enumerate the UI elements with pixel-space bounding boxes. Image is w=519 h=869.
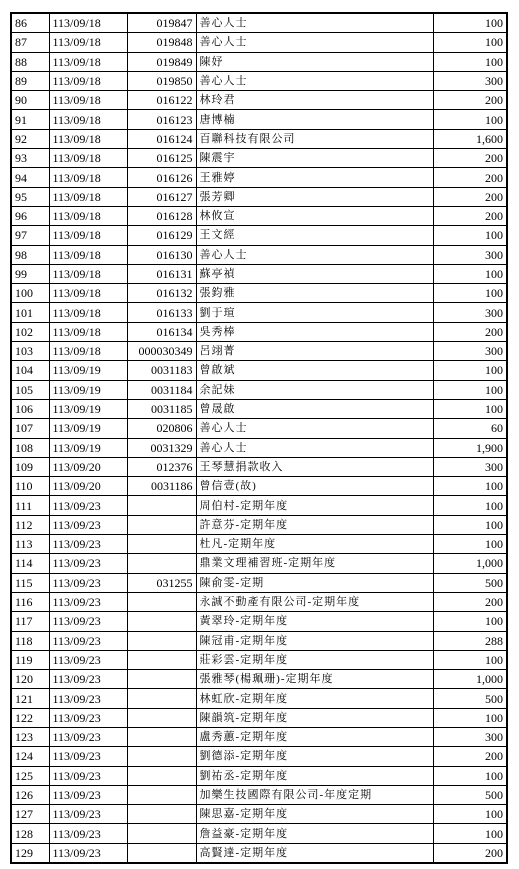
donation-amount: 1,000 [433, 554, 507, 573]
donation-amount: 300 [433, 457, 507, 476]
receipt-number: 019850 [127, 71, 196, 90]
receipt-number [127, 689, 196, 708]
donor-name: 許意芬-定期年度 [196, 515, 433, 534]
receipt-number: 016133 [127, 303, 196, 322]
table-row [11, 303, 507, 322]
row-number: 108 [11, 438, 49, 457]
donation-date: 113/09/19 [49, 438, 127, 457]
donor-name: 王文經 [196, 226, 433, 245]
donor-name: 加樂生技國際有限公司-年度定期 [196, 785, 433, 804]
row-number: 102 [11, 322, 49, 341]
row-number: 120 [11, 670, 49, 689]
receipt-number: 016126 [127, 168, 196, 187]
receipt-number: 016124 [127, 129, 196, 148]
donor-name: 劉德添-定期年度 [196, 747, 433, 766]
receipt-number [127, 766, 196, 785]
donation-date: 113/09/18 [49, 226, 127, 245]
table-row [11, 670, 507, 689]
donor-name: 善心人士 [196, 419, 433, 438]
donation-date: 113/09/23 [49, 592, 127, 611]
donation-amount: 1,900 [433, 438, 507, 457]
donation-date: 113/09/23 [49, 496, 127, 515]
table-row [11, 110, 507, 129]
row-number: 104 [11, 361, 49, 380]
donor-name: 高賢達-定期年度 [196, 843, 433, 863]
donation-date: 113/09/23 [49, 650, 127, 669]
table-row [11, 71, 507, 90]
table-row [11, 573, 507, 592]
table-row [11, 33, 507, 52]
donation-amount: 100 [433, 33, 507, 52]
donation-amount: 200 [433, 91, 507, 110]
receipt-number [127, 670, 196, 689]
row-number: 93 [11, 149, 49, 168]
row-number: 103 [11, 342, 49, 361]
donation-date: 113/09/23 [49, 612, 127, 631]
donation-amount: 200 [433, 592, 507, 611]
receipt-number [127, 708, 196, 727]
row-number: 106 [11, 399, 49, 418]
receipt-number: 016122 [127, 91, 196, 110]
receipt-number [127, 631, 196, 650]
receipt-number: 016127 [127, 187, 196, 206]
donation-amount: 1,600 [433, 129, 507, 148]
donation-date: 113/09/18 [49, 33, 127, 52]
donation-amount: 200 [433, 168, 507, 187]
table-row [11, 843, 507, 863]
donor-name: 張鈞雅 [196, 284, 433, 303]
table-row [11, 187, 507, 206]
donor-name: 杜凡-定期年度 [196, 535, 433, 554]
donor-name: 林玲君 [196, 91, 433, 110]
donor-name: 蘇亭禎 [196, 264, 433, 283]
donor-name: 劉于瑄 [196, 303, 433, 322]
donation-date: 113/09/18 [49, 342, 127, 361]
table-row [11, 245, 507, 264]
receipt-number [127, 496, 196, 515]
donation-amount: 100 [433, 650, 507, 669]
donation-amount: 300 [433, 727, 507, 746]
receipt-number: 019849 [127, 52, 196, 71]
receipt-number: 016130 [127, 245, 196, 264]
donor-name: 張雅琴(楊珮珊)-定期年度 [196, 670, 433, 689]
row-number: 129 [11, 843, 49, 863]
table-row [11, 515, 507, 534]
receipt-number [127, 592, 196, 611]
table-row [11, 438, 507, 457]
table-row [11, 650, 507, 669]
table-row [11, 747, 507, 766]
donor-name: 吳秀棒 [196, 322, 433, 341]
row-number: 123 [11, 727, 49, 746]
row-number: 115 [11, 573, 49, 592]
table-row [11, 457, 507, 476]
donation-date: 113/09/23 [49, 708, 127, 727]
table-row [11, 226, 507, 245]
table-row [11, 129, 507, 148]
receipt-number: 0031185 [127, 399, 196, 418]
row-number: 117 [11, 612, 49, 631]
donation-amount: 300 [433, 71, 507, 90]
donation-date: 113/09/18 [49, 71, 127, 90]
table-row [11, 631, 507, 650]
donation-date: 113/09/18 [49, 245, 127, 264]
donor-name: 陳冠甫-定期年度 [196, 631, 433, 650]
donation-date: 113/09/23 [49, 573, 127, 592]
donation-amount: 288 [433, 631, 507, 650]
row-number: 97 [11, 226, 49, 245]
donation-amount: 200 [433, 149, 507, 168]
donation-date: 113/09/19 [49, 380, 127, 399]
row-number: 119 [11, 650, 49, 669]
donor-name: 曾啟斌 [196, 361, 433, 380]
donor-name: 善心人士 [196, 71, 433, 90]
donation-date: 113/09/18 [49, 322, 127, 341]
donor-name: 王琴慧捐款收入 [196, 457, 433, 476]
table-row [11, 168, 507, 187]
donation-amount: 100 [433, 766, 507, 785]
row-number: 116 [11, 592, 49, 611]
donation-date: 113/09/18 [49, 110, 127, 129]
receipt-number [127, 785, 196, 804]
donation-table [10, 12, 508, 864]
receipt-number: 0031184 [127, 380, 196, 399]
donation-amount: 100 [433, 612, 507, 631]
table-row [11, 342, 507, 361]
receipt-number: 016131 [127, 264, 196, 283]
row-number: 91 [11, 110, 49, 129]
receipt-number [127, 727, 196, 746]
receipt-number: 019847 [127, 13, 196, 33]
donation-date: 113/09/19 [49, 399, 127, 418]
donation-amount: 200 [433, 843, 507, 863]
table-row [11, 322, 507, 341]
receipt-number: 016125 [127, 149, 196, 168]
donor-name: 周伯村-定期年度 [196, 496, 433, 515]
receipt-number [127, 747, 196, 766]
donation-amount: 100 [433, 805, 507, 824]
row-number: 89 [11, 71, 49, 90]
donor-name: 王雅婷 [196, 168, 433, 187]
receipt-number [127, 824, 196, 843]
donor-name: 黃翠玲-定期年度 [196, 612, 433, 631]
receipt-number: 0031183 [127, 361, 196, 380]
donation-amount: 100 [433, 13, 507, 33]
row-number: 114 [11, 554, 49, 573]
donor-name: 永誠不動產有限公司-定期年度 [196, 592, 433, 611]
donation-amount: 200 [433, 747, 507, 766]
donation-ledger [10, 12, 506, 864]
table-row [11, 496, 507, 515]
donation-date: 113/09/23 [49, 824, 127, 843]
donation-date: 113/09/23 [49, 805, 127, 824]
receipt-number [127, 535, 196, 554]
donation-amount: 60 [433, 419, 507, 438]
row-number: 86 [11, 13, 49, 33]
donor-name: 陳俞雯-定期 [196, 573, 433, 592]
donor-name: 百聯科技有限公司 [196, 129, 433, 148]
receipt-number [127, 805, 196, 824]
receipt-number: 000030349 [127, 342, 196, 361]
donation-date: 113/09/18 [49, 52, 127, 71]
row-number: 125 [11, 766, 49, 785]
donor-name: 唐博楠 [196, 110, 433, 129]
donation-amount: 200 [433, 322, 507, 341]
receipt-number: 016129 [127, 226, 196, 245]
donor-name: 詹益豪-定期年度 [196, 824, 433, 843]
donation-date: 113/09/18 [49, 149, 127, 168]
donor-name: 呂翊菁 [196, 342, 433, 361]
table-row [11, 708, 507, 727]
donation-table-body [11, 13, 507, 863]
table-row [11, 477, 507, 496]
donation-amount: 300 [433, 342, 507, 361]
donation-amount: 100 [433, 380, 507, 399]
receipt-number: 019848 [127, 33, 196, 52]
table-row [11, 206, 507, 225]
table-row [11, 612, 507, 631]
row-number: 99 [11, 264, 49, 283]
donor-name: 曾信壹(故) [196, 477, 433, 496]
table-row [11, 284, 507, 303]
donation-date: 113/09/18 [49, 13, 127, 33]
row-number: 88 [11, 52, 49, 71]
row-number: 112 [11, 515, 49, 534]
donation-date: 113/09/23 [49, 670, 127, 689]
donation-amount: 100 [433, 52, 507, 71]
row-number: 98 [11, 245, 49, 264]
donor-name: 善心人士 [196, 13, 433, 33]
table-row [11, 766, 507, 785]
donor-name: 善心人士 [196, 33, 433, 52]
donor-name: 曾晟啟 [196, 399, 433, 418]
donation-amount: 100 [433, 361, 507, 380]
row-number: 127 [11, 805, 49, 824]
donation-date: 113/09/18 [49, 206, 127, 225]
donation-date: 113/09/18 [49, 91, 127, 110]
donation-amount: 100 [433, 477, 507, 496]
donation-amount: 300 [433, 245, 507, 264]
receipt-number: 0031329 [127, 438, 196, 457]
donor-name: 余記妹 [196, 380, 433, 399]
donation-date: 113/09/18 [49, 264, 127, 283]
receipt-number [127, 843, 196, 863]
donation-date: 113/09/23 [49, 747, 127, 766]
table-row [11, 689, 507, 708]
donor-name: 劉祐丞-定期年度 [196, 766, 433, 785]
donation-amount: 200 [433, 187, 507, 206]
donation-amount: 100 [433, 515, 507, 534]
row-number: 90 [11, 91, 49, 110]
table-row [11, 361, 507, 380]
donor-name: 林攸宣 [196, 206, 433, 225]
table-row [11, 399, 507, 418]
table-row [11, 149, 507, 168]
donor-name: 陳妤 [196, 52, 433, 71]
receipt-number: 020806 [127, 419, 196, 438]
receipt-number: 031255 [127, 573, 196, 592]
row-number: 110 [11, 477, 49, 496]
row-number: 94 [11, 168, 49, 187]
donation-date: 113/09/18 [49, 303, 127, 322]
donation-amount: 100 [433, 284, 507, 303]
receipt-number [127, 612, 196, 631]
row-number: 124 [11, 747, 49, 766]
row-number: 107 [11, 419, 49, 438]
row-number: 126 [11, 785, 49, 804]
donation-date: 113/09/18 [49, 284, 127, 303]
donation-amount: 500 [433, 785, 507, 804]
donation-date: 113/09/23 [49, 843, 127, 863]
donation-amount: 100 [433, 399, 507, 418]
donation-amount: 500 [433, 573, 507, 592]
row-number: 105 [11, 380, 49, 399]
receipt-number: 016132 [127, 284, 196, 303]
table-row [11, 554, 507, 573]
table-row [11, 535, 507, 554]
donation-amount: 100 [433, 824, 507, 843]
donation-amount: 300 [433, 303, 507, 322]
row-number: 121 [11, 689, 49, 708]
donation-amount: 100 [433, 496, 507, 515]
row-number: 111 [11, 496, 49, 515]
donation-amount: 100 [433, 264, 507, 283]
receipt-number [127, 554, 196, 573]
donor-name: 張芳卿 [196, 187, 433, 206]
receipt-number: 016123 [127, 110, 196, 129]
donor-name: 陳震宇 [196, 149, 433, 168]
donation-date: 113/09/18 [49, 129, 127, 148]
donation-date: 113/09/20 [49, 477, 127, 496]
donation-date: 113/09/23 [49, 515, 127, 534]
donation-date: 113/09/23 [49, 535, 127, 554]
row-number: 96 [11, 206, 49, 225]
table-row [11, 91, 507, 110]
table-row [11, 592, 507, 611]
table-row [11, 13, 507, 33]
donation-amount: 200 [433, 206, 507, 225]
table-row [11, 52, 507, 71]
donation-amount: 100 [433, 110, 507, 129]
donation-amount: 500 [433, 689, 507, 708]
receipt-number: 016128 [127, 206, 196, 225]
donation-date: 113/09/18 [49, 187, 127, 206]
donation-date: 113/09/19 [49, 361, 127, 380]
donation-date: 113/09/23 [49, 766, 127, 785]
row-number: 128 [11, 824, 49, 843]
donation-date: 113/09/23 [49, 727, 127, 746]
row-number: 95 [11, 187, 49, 206]
donation-amount: 100 [433, 226, 507, 245]
donation-amount: 100 [433, 535, 507, 554]
table-row [11, 785, 507, 804]
donation-amount: 100 [433, 708, 507, 727]
table-row [11, 727, 507, 746]
donation-date: 113/09/23 [49, 689, 127, 708]
table-row [11, 419, 507, 438]
row-number: 87 [11, 33, 49, 52]
receipt-number [127, 515, 196, 534]
row-number: 113 [11, 535, 49, 554]
donor-name: 善心人士 [196, 438, 433, 457]
donation-date: 113/09/23 [49, 554, 127, 573]
donation-date: 113/09/23 [49, 785, 127, 804]
row-number: 101 [11, 303, 49, 322]
table-row [11, 824, 507, 843]
donor-name: 林虹欣-定期年度 [196, 689, 433, 708]
donor-name: 鼎業文理補習班-定期年度 [196, 554, 433, 573]
row-number: 118 [11, 631, 49, 650]
receipt-number: 0031186 [127, 477, 196, 496]
donor-name: 陳思嘉-定期年度 [196, 805, 433, 824]
table-row [11, 264, 507, 283]
donation-amount: 1,000 [433, 670, 507, 689]
receipt-number: 016134 [127, 322, 196, 341]
donor-name: 陳韻筑-定期年度 [196, 708, 433, 727]
donor-name: 善心人士 [196, 245, 433, 264]
row-number: 122 [11, 708, 49, 727]
table-row [11, 805, 507, 824]
receipt-number: 012376 [127, 457, 196, 476]
donation-date: 113/09/20 [49, 457, 127, 476]
row-number: 100 [11, 284, 49, 303]
donor-name: 盧秀蕙-定期年度 [196, 727, 433, 746]
table-row [11, 380, 507, 399]
donation-date: 113/09/19 [49, 419, 127, 438]
row-number: 109 [11, 457, 49, 476]
donation-date: 113/09/18 [49, 168, 127, 187]
receipt-number [127, 650, 196, 669]
donation-date: 113/09/23 [49, 631, 127, 650]
donor-name: 莊彩雲-定期年度 [196, 650, 433, 669]
row-number: 92 [11, 129, 49, 148]
